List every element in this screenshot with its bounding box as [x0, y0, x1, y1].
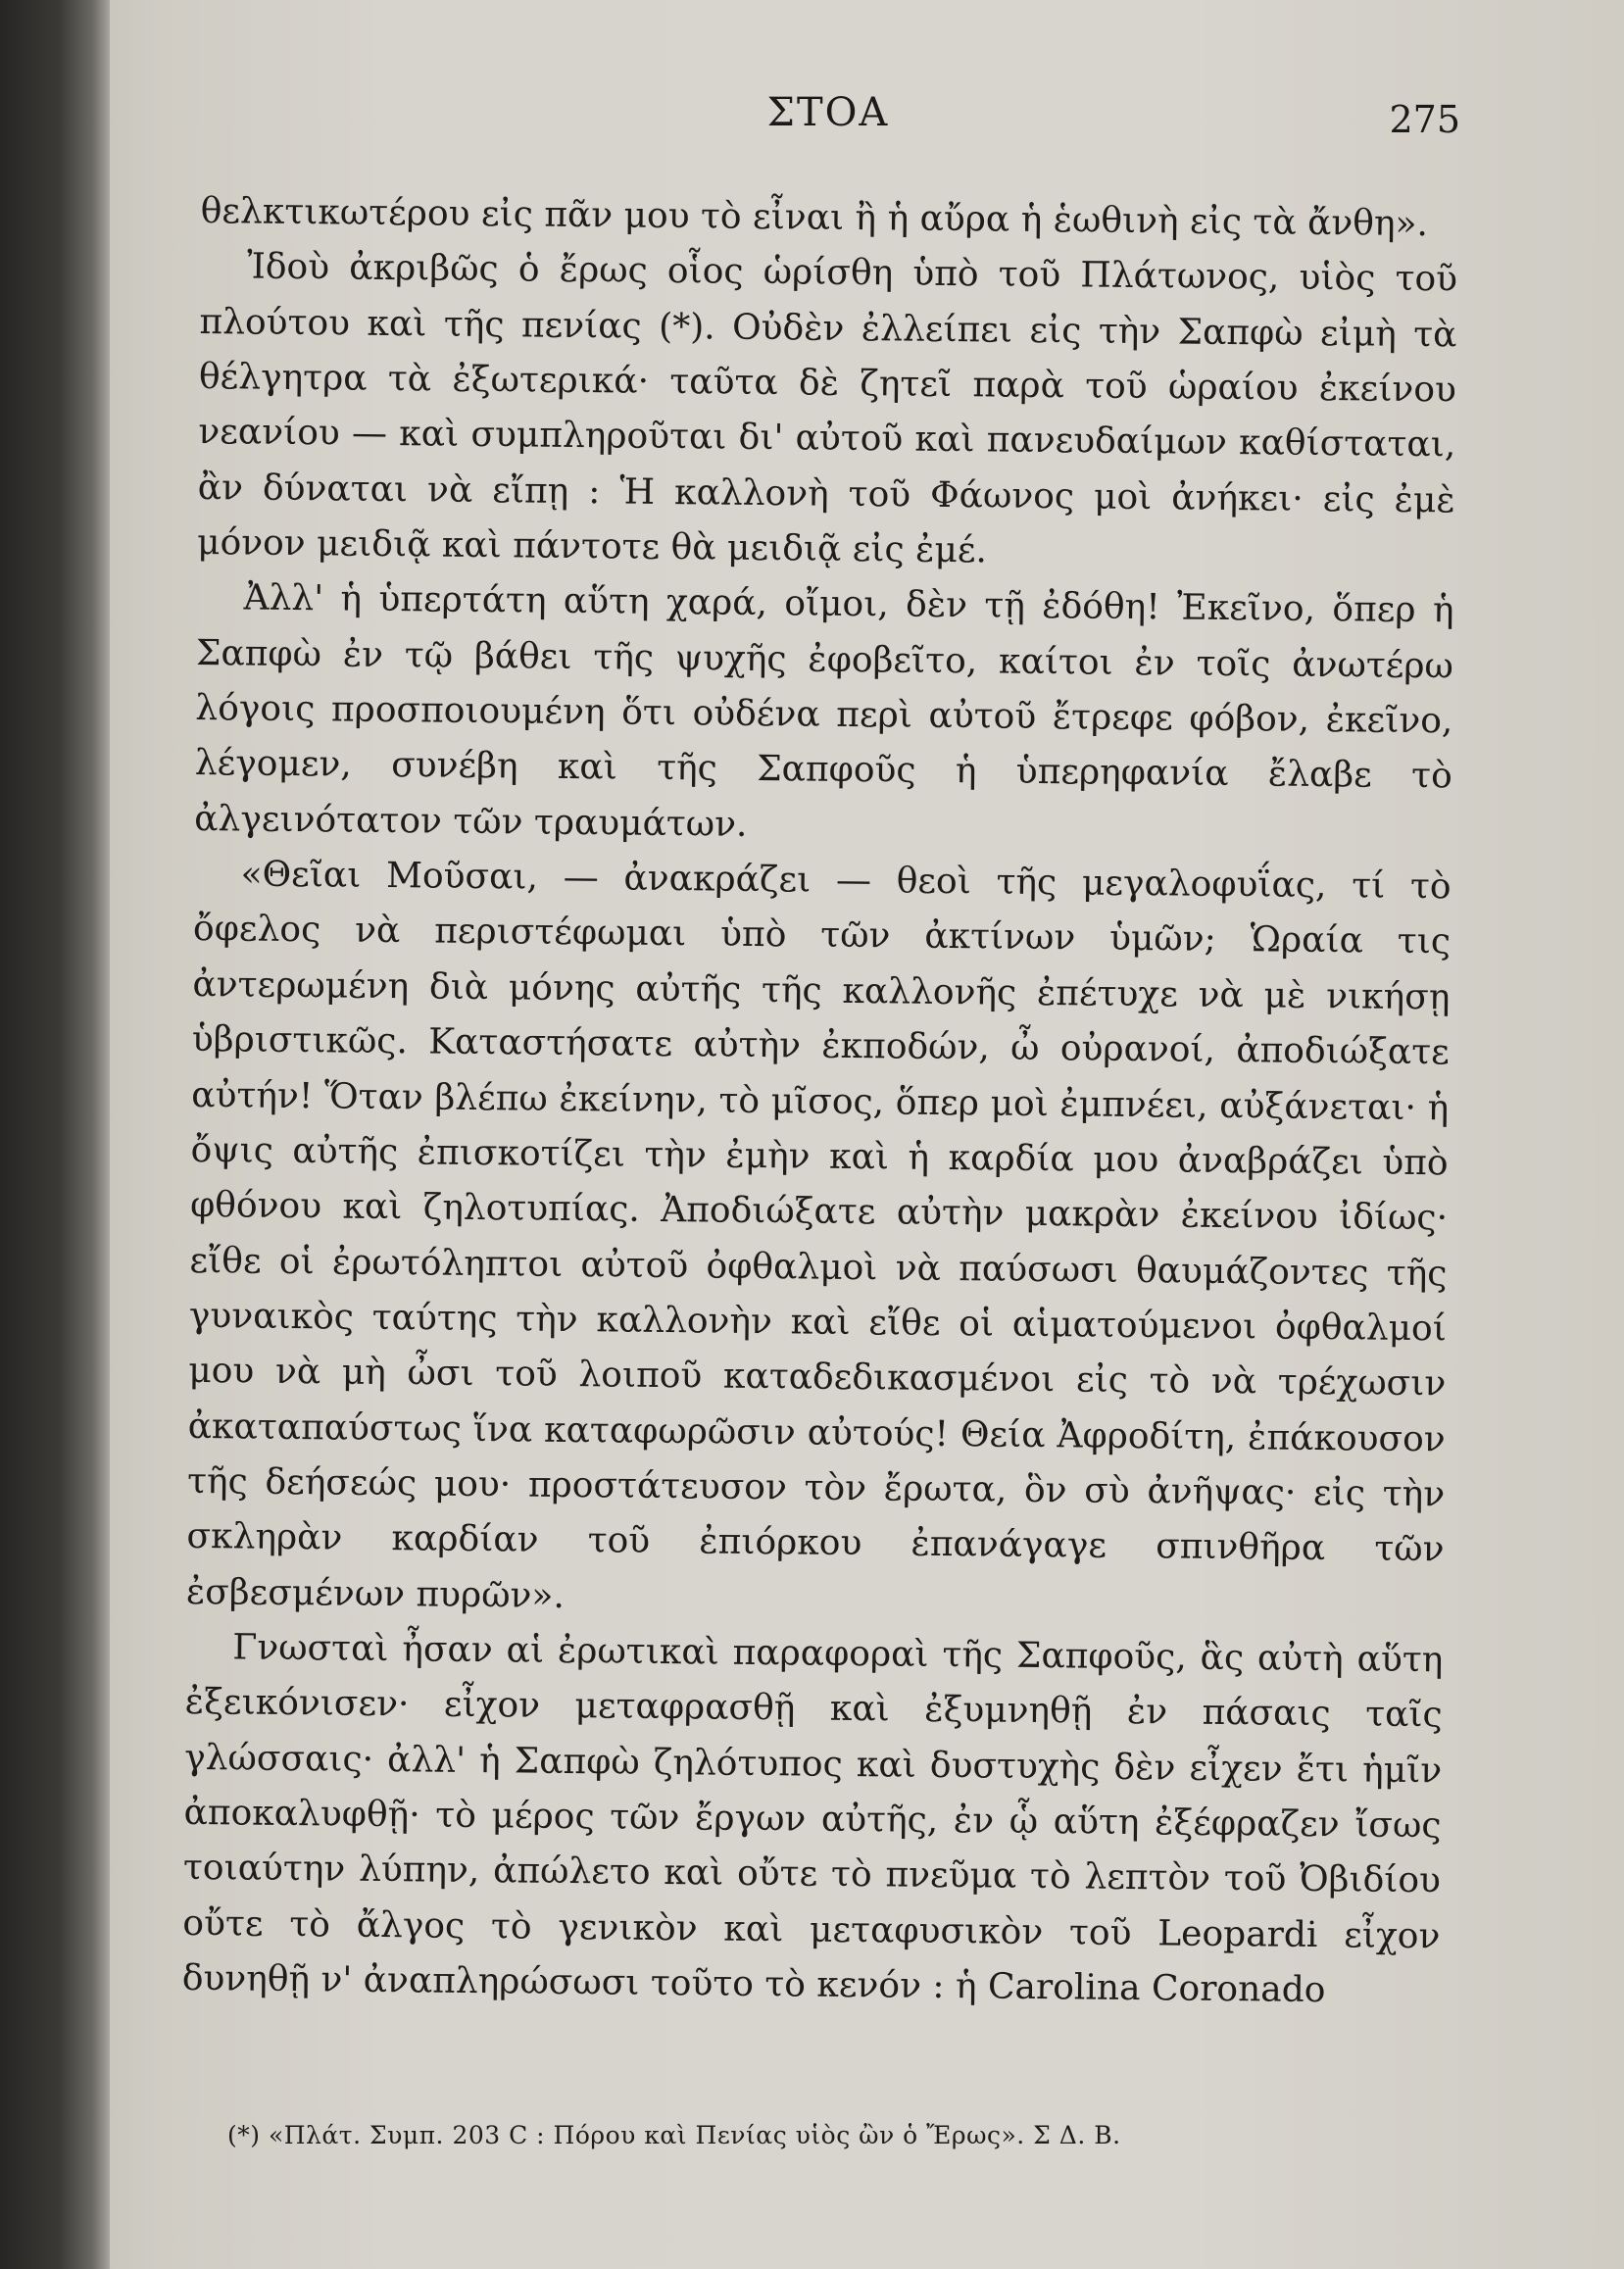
paragraph: Ἀλλ' ἡ ὑπερτάτη αὕτη χαρά, οἴμοι, δὲν τῇ ἐδόθη! Ἐκεῖνο, ὅπερ ἡ Σαπφὼ ἐν τῷ βάθει τῆς ψυχῆς ἐφοβεῖτο, καίτοι ἐν τοῖς ἀνωτέρω λόγοις προσποιουμένη ὅτι οὐδένα περὶ αὐτοῦ ἔτρεφε φόβον, ἐκεῖνο, λέγομεν, συνέβη καὶ τῆς Σαπφοῦς ἡ ὑπερηφανία ἔλαβε τὸ ἀλγεινότατον τῶν τραυμάτων.	[194, 577, 1454, 845]
paragraph: Γνωσταὶ ἦσαν αἱ ἐρωτικαὶ παραφοραὶ τῆς Σαπφοῦς, ἃς αὐτὴ αὕτη ἐξεικόνισεν· εἶχον μεταφρασθῇ καὶ ἐξυμνηθῇ ἐν πάσαις ταῖς γλώσσαις· ἀλλ' ἡ Σαπφὼ ζηλότυπος καὶ δυστυχὴς δὲν εἶχεν ἔτι ἡμῖν ἀποκαλυφθῇ· τὸ μέρος τῶν ἔργων αὐτῆς, ἐν ᾧ αὕτη ἐξέφραζεν ἴσως τοιαύτην λύπην, ἀπώλετο καὶ οὔτε τὸ πνεῦμα τὸ λεπτὸν τοῦ Ὀβιδίου οὔτε τὸ ἄλγος τὸ γενικὸν καὶ μεταφυσικὸν τοῦ Leopardi εἶχον δυνηθῇ ν' ἀναπληρώσωσι τοῦτο τὸ κενόν : ἡ Carolina Coronado	[181, 1627, 1444, 2011]
book-spine-shadow	[0, 0, 110, 2269]
body-text	[182, 184, 1458, 2020]
paragraph: θελκτικωτέρου εἰς πᾶν μου τὸ εἶναι ἢ ἡ αὔρα ἡ ἑωθινὴ εἰς τὰ ἄνθη».	[200, 190, 1429, 245]
page-number: 275	[1389, 98, 1460, 141]
running-title: ΣΤΟΑ	[766, 90, 890, 135]
paragraph: Ἰδοὺ ἀκριβῶς ὁ ἔρως οἷος ὡρίσθη ὑπὸ τοῦ Πλάτωνος, υἱὸς τοῦ πλούτου καὶ τῆς πενίας (*). Οὐδὲν ἐλλείπει εἰς τὴν Σαπφὼ εἰμὴ τὰ θέλγητρα τὰ ἐξωτερικά· ταῦτα δὲ ζητεῖ παρὰ τοῦ ὡραίου ἐκείνου νεανίου — καὶ συμπληροῦται δι' αὐτοῦ καὶ πανευδαίμων καθίσταται, ἂν δύναται νὰ εἴπῃ : Ἡ καλλονὴ τοῦ Φάωνος μοὶ ἀνήκει· εἰς ἐμὲ μόνον μειδιᾷ καὶ πάντοτε θὰ μειδιᾷ εἰς ἐμέ.	[196, 246, 1458, 571]
paragraph: «Θεῖαι Μοῦσαι, — ἀνακράζει — θεοὶ τῆς μεγαλοφυΐας, τί τὸ ὄφελος νὰ περιστέφωμαι ὑπὸ τῶν ἀκτίνων ὑμῶν; Ὡραία τις ἀντερωμένη διὰ μόνης αὐτῆς τῆς καλλονῆς ἐπέτυχε νὰ μὲ νικήσῃ ὑβριστικῶς. Καταστήσατε αὐτὴν ἐκποδών, ὦ οὐρανοί, ἀποδιώξατε αὐτήν! Ὅταν βλέπω ἐκείνην, τὸ μῖσος, ὅπερ μοὶ ἐμπνέει, αὐξάνεται· ἡ ὄψις αὐτῆς ἐπισκοτίζει τὴν ἐμὴν καὶ ἡ καρδία μου ἀναβράζει ὑπὸ φθόνου καὶ ζηλοτυπίας. Ἀποδιώξατε αὐτὴν μακρὰν ἐκείνου ἰδίως· εἴθε οἱ ἐρωτόληπτοι αὐτοῦ ὀφθαλμοὶ νὰ παύσωσι θαυμάζοντες τῆς γυναικὸς ταύτης τὴν καλλονὴν καὶ εἴθε οἱ αἱματούμενοι ὀφθαλμοί μου νὰ μὴ ὦσι τοῦ λοιποῦ καταδεδικασμένοι εἰς τὸ νὰ τρέχωσιν ἀκαταπαύστως ἵνα καταφωρῶσιν αὐτούς! Θεία Ἀφροδίτη, ἐπάκουσον τῆς δεήσεώς μου· προστάτευσον τὸν ἔρωτα, ὃν σὺ ἀνῆψας· εἰς τὴν σκληρὰν καρδίαν τοῦ ἐπιόρκου ἐπανάγαγε σπινθῆρα τῶν ἐσβεσμένων πυρῶν».	[185, 854, 1452, 1616]
footnote: (*) «Πλάτ. Συμπ. 203 C : Πόρου καὶ Πενίας υἱὸς ὢν ὁ Ἔρως». Σ Δ. Β.	[227, 2121, 1121, 2149]
page-header	[196, 90, 1460, 149]
